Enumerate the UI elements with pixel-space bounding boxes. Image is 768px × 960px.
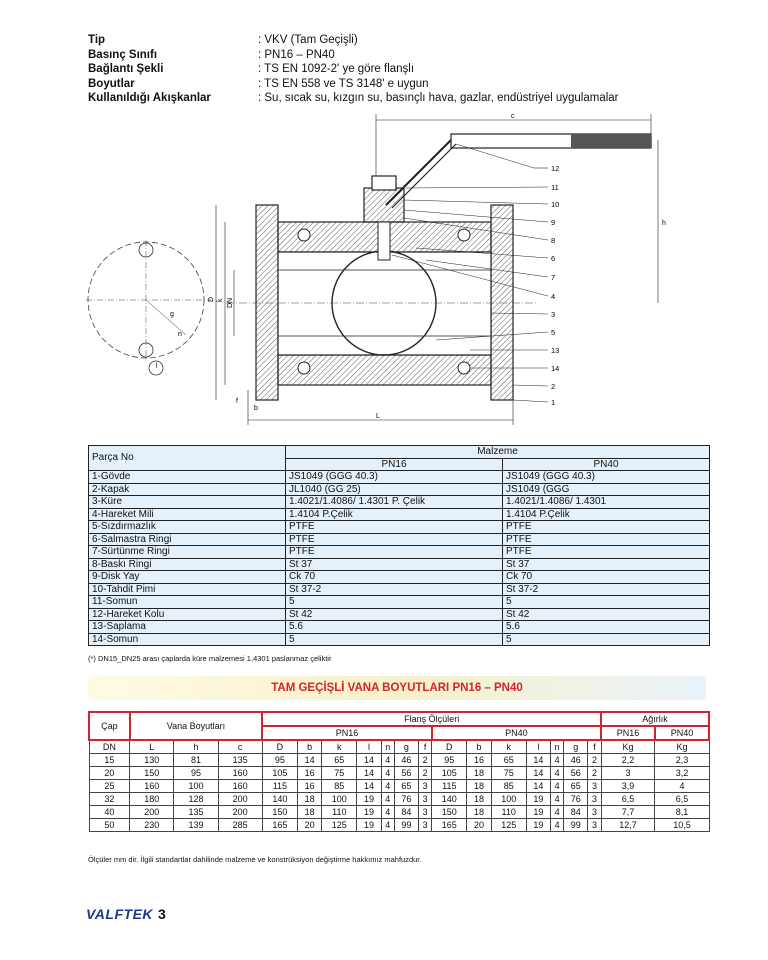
dim-cell: 20 — [89, 767, 130, 780]
dim-cell: 4 — [551, 806, 564, 819]
dim-cell: 3,2 — [655, 767, 709, 780]
materials-row — [89, 621, 710, 634]
dim-cell: 4 — [551, 754, 564, 767]
dim-col-header: b — [298, 740, 322, 754]
dim-cell: 4 — [381, 780, 394, 793]
dim-cell: 3 — [588, 793, 601, 806]
dim-cell: 4 — [381, 754, 394, 767]
materials-cell-pn40: PTFE — [503, 533, 710, 546]
dim-cell: 4 — [551, 780, 564, 793]
materials-cell-pn40: St 37 — [503, 558, 710, 571]
brand-name: VALFTEK — [86, 906, 154, 922]
materials-cell-pn40: JS1049 (GGG — [503, 483, 710, 496]
dim-col-header: DN — [89, 740, 130, 754]
dim-cell: 4 — [381, 793, 394, 806]
materials-cell-part: 13-Saplama — [89, 621, 286, 634]
materials-cell-part: 8-Baskı Ringi — [89, 558, 286, 571]
dim-cell: 46 — [394, 754, 418, 767]
dim-cell: 4 — [551, 767, 564, 780]
dim-cell: 10,5 — [655, 819, 709, 832]
materials-row — [89, 496, 710, 509]
dim-col-header: l — [526, 740, 550, 754]
dim-cell: 4 — [655, 780, 709, 793]
dim-cell: 25 — [89, 780, 130, 793]
valve-cross-section-drawing — [86, 110, 686, 440]
materials-cell-pn16: PTFE — [286, 533, 503, 546]
materials-row — [89, 508, 710, 521]
dim-l-length: L — [376, 413, 380, 420]
dim-cell: 200 — [218, 806, 262, 819]
dim-cell: 8,1 — [655, 806, 709, 819]
dim-cell: 19 — [526, 806, 550, 819]
dim-cell: 75 — [491, 767, 526, 780]
weight-pn40-header: PN40 — [655, 726, 709, 740]
dim-cell: 3 — [588, 819, 601, 832]
dim-col-header: Kg — [601, 740, 655, 754]
malzeme-header: Malzeme — [286, 446, 710, 459]
dim-cell: 4 — [551, 793, 564, 806]
spec-value: : PN16 – PN40 — [258, 48, 335, 61]
materials-cell-pn16: Ck 70 — [286, 571, 503, 584]
callout-14: 14 — [551, 364, 560, 373]
materials-cell-pn40: PTFE — [503, 546, 710, 559]
dim-cell: 18 — [467, 806, 491, 819]
weight-pn16-header: PN16 — [601, 726, 655, 740]
cap-header: Çap — [89, 712, 130, 740]
dim-cell: 115 — [432, 780, 467, 793]
materials-cell-pn40: 1.4021/1.4086/ 1.4301 — [503, 496, 710, 509]
spec-row-pressure — [88, 48, 619, 63]
dim-cell: 85 — [322, 780, 357, 793]
dim-cell: 95 — [432, 754, 467, 767]
dim-cell: 130 — [130, 754, 174, 767]
dim-row — [89, 806, 709, 819]
dim-row — [89, 754, 709, 767]
dim-cell: 150 — [432, 806, 467, 819]
agirlik-header: Ağırlık — [601, 712, 709, 726]
dim-cell: 3 — [601, 767, 655, 780]
dim-cell: 160 — [218, 780, 262, 793]
dim-cell: 84 — [564, 806, 588, 819]
dim-col-header: n — [551, 740, 564, 754]
dim-cell: 14 — [357, 754, 381, 767]
dim-cell: 180 — [130, 793, 174, 806]
dim-cell: 14 — [298, 754, 322, 767]
materials-cell-part: 11-Somun — [89, 596, 286, 609]
dim-column-row — [89, 740, 709, 754]
dim-cell: 2,3 — [655, 754, 709, 767]
materials-cell-pn16: JS1049 (GGG 40.3) — [286, 471, 503, 484]
materials-cell-pn16: 5 — [286, 633, 503, 646]
dim-cell: 81 — [174, 754, 218, 767]
dim-cell: 125 — [322, 819, 357, 832]
callout-5: 5 — [551, 328, 556, 337]
dim-cell: 4 — [381, 819, 394, 832]
callout-3: 3 — [551, 310, 556, 319]
dim-col-header: k — [322, 740, 357, 754]
spec-row-type — [88, 33, 619, 48]
dim-cell: 20 — [298, 819, 322, 832]
dim-cell: 3 — [418, 780, 431, 793]
dim-cell: 4 — [381, 767, 394, 780]
materials-cell-part: 9-Disk Yay — [89, 571, 286, 584]
materials-cell-pn16: 5.6 — [286, 621, 503, 634]
dim-cell: 6,5 — [601, 793, 655, 806]
materials-cell-pn16: 1.4104 P.Çelik — [286, 508, 503, 521]
dim-k: k — [217, 298, 224, 302]
dim-cell: 165 — [262, 819, 297, 832]
dim-cell: 99 — [564, 819, 588, 832]
materials-cell-pn16: 5 — [286, 596, 503, 609]
callout-6: 6 — [551, 254, 556, 263]
materials-cell-pn16: PTFE — [286, 521, 503, 534]
dim-cell: 3 — [588, 806, 601, 819]
dim-cell: 15 — [89, 754, 130, 767]
dim-cell: 84 — [394, 806, 418, 819]
dim-cell: 75 — [322, 767, 357, 780]
dim-cell: 160 — [218, 767, 262, 780]
materials-cell-part: 12-Hareket Kolu — [89, 608, 286, 621]
dim-cell: 14 — [526, 780, 550, 793]
dim-col-header: n — [381, 740, 394, 754]
materials-row — [89, 583, 710, 596]
materials-note: (*) DN15_DN25 arası çaplarda küre malzemesi 1,4301 paslanmaz çeliktir — [88, 654, 332, 663]
materials-row — [89, 596, 710, 609]
dimensions-table — [88, 711, 710, 832]
materials-cell-pn40: Ck 70 — [503, 571, 710, 584]
dimensions-body — [89, 754, 709, 832]
pn16-header: PN16 — [286, 458, 503, 471]
vana-header: Vana Boyutları — [130, 712, 263, 740]
dim-col-header: Kg — [655, 740, 709, 754]
dim-f: f — [236, 398, 238, 405]
dim-cell: 2 — [418, 754, 431, 767]
dim-cell: 4 — [381, 806, 394, 819]
materials-table — [88, 445, 710, 646]
spec-value: : TS EN 1092-2' ye göre flanşlı — [258, 63, 415, 75]
materials-cell-pn16: St 42 — [286, 608, 503, 621]
dim-cell: 100 — [491, 793, 526, 806]
dim-cell: 160 — [130, 780, 174, 793]
materials-cell-pn16: 1.4021/1.4086/ 1.4301 P. Çelik — [286, 496, 503, 509]
dim-cell: 6,5 — [655, 793, 709, 806]
materials-cell-part: 14-Somun — [89, 633, 286, 646]
dim-col-header: f — [588, 740, 601, 754]
materials-cell-part: 10-Tahdit Pimi — [89, 583, 286, 596]
dim-cell: 16 — [467, 754, 491, 767]
dim-col-header: D — [432, 740, 467, 754]
materials-cell-pn16: St 37-2 — [286, 583, 503, 596]
page-number: 3 — [158, 906, 166, 922]
dim-cell: 65 — [564, 780, 588, 793]
materials-cell-part: 6-Salmastra Ringi — [89, 533, 286, 546]
spec-row-fluids — [88, 91, 619, 106]
dim-cell: 3 — [418, 819, 431, 832]
dim-col-header: g — [564, 740, 588, 754]
dim-cell: 40 — [89, 806, 130, 819]
dim-col-header: k — [491, 740, 526, 754]
dim-cell: 140 — [262, 793, 297, 806]
dim-cell: 56 — [394, 767, 418, 780]
dim-row — [89, 793, 709, 806]
dim-cell: 2 — [418, 767, 431, 780]
pn40-header: PN40 — [503, 458, 710, 471]
dim-cell: 65 — [491, 754, 526, 767]
dim-cell: 14 — [526, 767, 550, 780]
materials-cell-part: 5-Sızdırmazlık — [89, 521, 286, 534]
dim-cell: 110 — [491, 806, 526, 819]
materials-cell-pn16: JL1040 (GG 25) — [286, 483, 503, 496]
spec-value: : Su, sıcak su, kızgın su, basınçlı hava, gazlar, endüstriyel uygulamalar — [258, 92, 619, 104]
dim-cell: 14 — [357, 767, 381, 780]
dim-col-header: g — [394, 740, 418, 754]
materials-cell-pn40: 5.6 — [503, 621, 710, 634]
flans-pn16-header: PN16 — [262, 726, 431, 740]
spec-label: Bağlantı Şekli — [88, 63, 164, 75]
dim-l-bolt: l — [156, 363, 158, 370]
materials-row — [89, 471, 710, 484]
materials-cell-pn40: 5 — [503, 596, 710, 609]
dim-cell: 56 — [564, 767, 588, 780]
dim-cell: 95 — [174, 767, 218, 780]
dim-dn: DN — [227, 297, 234, 308]
dim-col-header: c — [218, 740, 262, 754]
materials-row — [89, 571, 710, 584]
dim-cell: 16 — [298, 780, 322, 793]
dim-cell: 110 — [322, 806, 357, 819]
callout-13: 13 — [551, 346, 560, 355]
callout-11: 11 — [551, 183, 559, 192]
materials-row — [89, 546, 710, 559]
dim-cell: 3 — [418, 793, 431, 806]
spec-row-connection — [88, 62, 619, 77]
dim-col-header: h — [174, 740, 218, 754]
dim-g: g — [170, 311, 174, 318]
dim-cell: 19 — [357, 819, 381, 832]
dim-cell: 65 — [394, 780, 418, 793]
callout-4: 4 — [551, 292, 556, 301]
dim-cell: 135 — [174, 806, 218, 819]
dim-cell: 19 — [357, 793, 381, 806]
dim-col-header: b — [467, 740, 491, 754]
dim-cell: 200 — [130, 806, 174, 819]
flans-pn40-header: PN40 — [432, 726, 601, 740]
dim-cell: 100 — [174, 780, 218, 793]
materials-cell-part: 1-Gövde — [89, 471, 286, 484]
callout-7: 7 — [551, 273, 556, 282]
dim-cell: 285 — [218, 819, 262, 832]
materials-row — [89, 533, 710, 546]
dim-cell: 18 — [467, 793, 491, 806]
dim-col-header: f — [418, 740, 431, 754]
dim-row — [89, 819, 709, 832]
dim-cell: 85 — [491, 780, 526, 793]
dim-cell: 18 — [467, 767, 491, 780]
dim-cell: 105 — [262, 767, 297, 780]
materials-cell-pn40: JS1049 (GGG 40.3) — [503, 471, 710, 484]
dim-cell: 135 — [218, 754, 262, 767]
dim-row — [89, 780, 709, 793]
dim-cell: 125 — [491, 819, 526, 832]
dim-cell: 2 — [588, 767, 601, 780]
dim-h: h — [662, 220, 666, 227]
spec-row-dimensions — [88, 77, 619, 92]
dim-col-header: l — [357, 740, 381, 754]
dim-cell: 140 — [432, 793, 467, 806]
dim-cell: 14 — [526, 754, 550, 767]
dim-cell: 4 — [551, 819, 564, 832]
callout-9: 9 — [551, 218, 556, 227]
materials-row — [89, 483, 710, 496]
materials-cell-pn40: St 37-2 — [503, 583, 710, 596]
dim-cell: 3 — [418, 806, 431, 819]
callout-1: 1 — [551, 398, 556, 407]
spec-label: Boyutlar — [88, 77, 135, 90]
callout-12: 12 — [551, 164, 560, 173]
materials-header-row — [89, 446, 710, 459]
spec-block — [88, 33, 619, 106]
materials-row — [89, 608, 710, 621]
materials-row — [89, 521, 710, 534]
callout-10: 10 — [551, 200, 560, 209]
spec-label: Basınç Sınıfı — [88, 48, 158, 61]
dim-header-row-1 — [89, 712, 709, 726]
dim-cell: 100 — [322, 793, 357, 806]
materials-cell-pn16: St 37 — [286, 558, 503, 571]
dim-cell: 19 — [357, 806, 381, 819]
spec-label: Kullanıldığı Akışkanlar — [88, 92, 211, 104]
dim-cell: 20 — [467, 819, 491, 832]
dim-b: b — [254, 405, 258, 412]
dim-cell: 76 — [394, 793, 418, 806]
dim-cell: 139 — [174, 819, 218, 832]
spec-label: Tip — [88, 34, 106, 46]
dim-cell: 150 — [262, 806, 297, 819]
dim-cell: 128 — [174, 793, 218, 806]
materials-body — [89, 471, 710, 646]
dim-n: n — [178, 331, 182, 338]
dim-cell: 50 — [89, 819, 130, 832]
materials-cell-pn40: 5 — [503, 633, 710, 646]
dim-cell: 2 — [588, 754, 601, 767]
dim-cell: 18 — [298, 806, 322, 819]
dim-cell: 14 — [357, 780, 381, 793]
dim-c: c — [511, 113, 515, 120]
dim-cell: 18 — [298, 793, 322, 806]
spec-value: : TS EN 558 ve TS 3148' e uygun — [258, 77, 429, 90]
materials-cell-part: 2-Kapak — [89, 483, 286, 496]
dim-cell: 115 — [262, 780, 297, 793]
dim-cell: 16 — [298, 767, 322, 780]
dim-cell: 19 — [526, 819, 550, 832]
dim-cell: 3,9 — [601, 780, 655, 793]
materials-cell-pn40: PTFE — [503, 521, 710, 534]
dim-cell: 200 — [218, 793, 262, 806]
dim-cell: 150 — [130, 767, 174, 780]
dim-col-header: L — [130, 740, 174, 754]
dim-cell: 165 — [432, 819, 467, 832]
materials-cell-part: 7-Sürtünme Ringi — [89, 546, 286, 559]
dim-col-header: D — [262, 740, 297, 754]
dim-cell: 46 — [564, 754, 588, 767]
dim-cell: 12,7 — [601, 819, 655, 832]
flans-header: Flanş Ölçüleri — [262, 712, 601, 726]
dim-cell: 65 — [322, 754, 357, 767]
materials-cell-pn40: 1.4104 P.Çelik — [503, 508, 710, 521]
materials-cell-part: 3-Küre — [89, 496, 286, 509]
dim-d: D — [208, 296, 215, 302]
dimensions-banner: TAM GEÇİŞLİ VANA BOYUTLARI PN16 – PN40 — [88, 676, 706, 700]
dim-cell: 3 — [588, 780, 601, 793]
materials-cell-part: 4-Hareket Mili — [89, 508, 286, 521]
dim-cell: 105 — [432, 767, 467, 780]
dim-cell: 18 — [467, 780, 491, 793]
dim-cell: 2,2 — [601, 754, 655, 767]
materials-cell-pn16: PTFE — [286, 546, 503, 559]
spec-value: : VKV (Tam Geçişli) — [258, 34, 358, 46]
materials-row — [89, 633, 710, 646]
footer-note: Ölçüler mm dir. İlgili standartlar dahilinde malzeme ve konstrüksiyon değiştirme hakkımız mahfuzdur. — [88, 855, 422, 864]
dim-cell: 32 — [89, 793, 130, 806]
materials-row — [89, 558, 710, 571]
callout-2: 2 — [551, 382, 556, 391]
brand-logo — [86, 906, 166, 922]
dim-cell: 95 — [262, 754, 297, 767]
dim-cell: 99 — [394, 819, 418, 832]
callout-8: 8 — [551, 236, 556, 245]
dim-cell: 7,7 — [601, 806, 655, 819]
dim-cell: 76 — [564, 793, 588, 806]
dim-cell: 230 — [130, 819, 174, 832]
part-no-header: Parça No — [89, 446, 286, 471]
materials-cell-pn40: St 42 — [503, 608, 710, 621]
dim-row — [89, 767, 709, 780]
dim-cell: 19 — [526, 793, 550, 806]
